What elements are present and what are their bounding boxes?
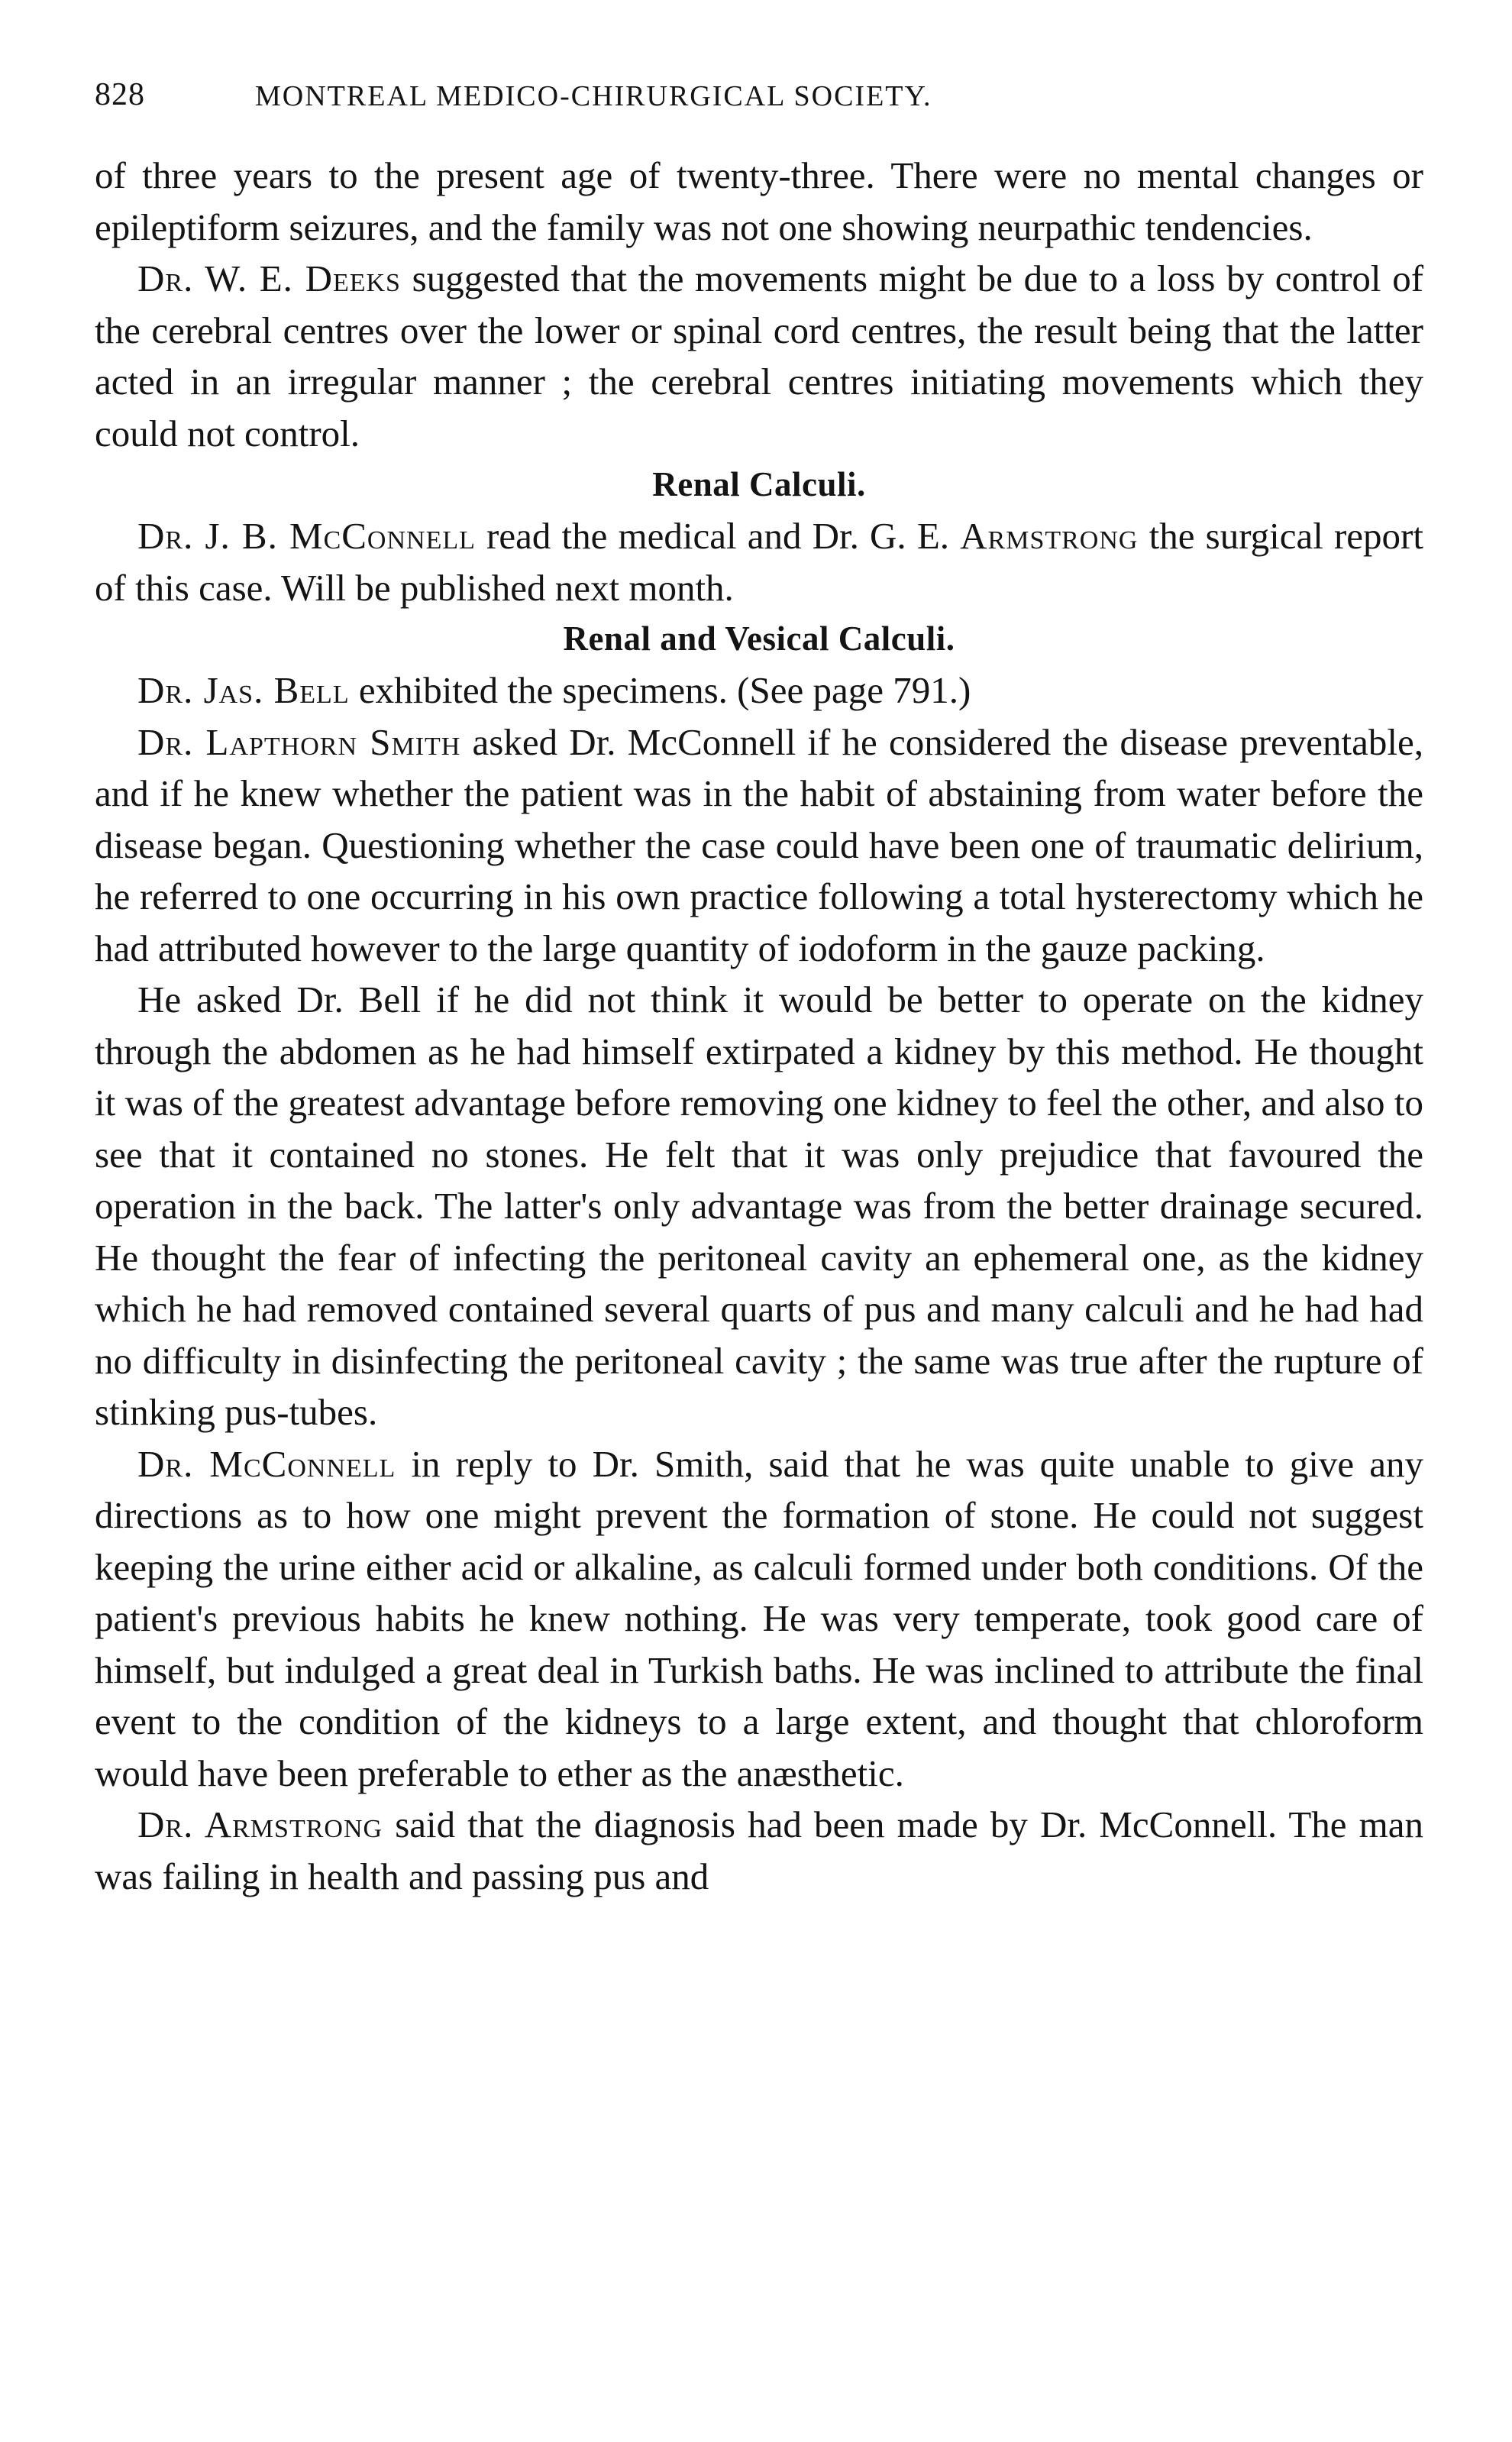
- speaker-name: Dr. Armstrong: [137, 1803, 383, 1845]
- section-heading-renal-vesical-calculi: Renal and Vesical Calculi.: [563, 619, 955, 658]
- paragraph-deeks: [95, 253, 1423, 459]
- paragraph-text: the surgical report of this case. Will be published next month.: [95, 515, 1423, 609]
- paragraph-lapthorn-smith: [95, 716, 1423, 975]
- section-heading-renal-calculi: Renal Calculi.: [652, 465, 866, 503]
- paragraph-text: said that the diagnosis had been made by Dr. McConnell. The man was failing in health and passing pus and: [95, 1803, 1423, 1897]
- paragraph-smith-continued: [95, 974, 1423, 1438]
- paragraph-text: asked Dr. McConnell if he considered the disease preventable, and if he knew whether the patient was in the habit of abstaining from water before the disease began. Questioning whether the case could have been one of traumatic delirium, he referred to one occurring in his own practice following a total hysterectomy which he had attributed however to the large quantity of iodoform in the gauze packing.: [95, 720, 1423, 969]
- paragraph-text: He asked Dr. Bell if he did not think it would be better to operate on the kidney through the abdomen as he had himself extirpated a kidney by this method. He thought it was of the greatest advantage before removing one kidney to feel the other, and also to see that it contained no stones. He felt that it was only prejudice that favoured the operation in the back. The latter's only advantage was from the better drainage secured. He thought the fear of infecting the peritoneal cavity an ephemeral one, as the kidney which he had removed contained several quarts of pus and many calculi and he had had no difficulty in disinfecting the peritoneal cavity ; the same was true after the rupture of stinking pus-tubes.: [95, 978, 1423, 1433]
- speaker-name: Dr. W. E. Deeks: [137, 257, 401, 299]
- paragraph-text: suggested that the movements might be due to a loss by control of the cerebral centres over the lower or spinal cord centres, the result being that the latter acted in an irregular manner ; the cerebral centres initiating movements which they could not control.: [95, 257, 1424, 454]
- paragraph-text: in reply to Dr. Smith, said that he was quite unable to give any directions as to how one might prevent the formation of stone. He could not suggest keeping the urine either acid or alkaline, as calculi formed under both conditions. Of the patient's previous habits he knew nothing. He was very temperate, took good care of himself, but indulged a great deal in Turkish baths. He was inclined to attribute the final event to the condition of the kidneys to a large extent, and thought that chloroform would have been preferable to ether as the anæsthetic.: [95, 1442, 1424, 1794]
- running-header: [95, 76, 1423, 122]
- paragraph-text: read the medical and Dr. G. E.: [475, 515, 961, 557]
- journal-title: MONTREAL MEDICO-CHIRURGICAL SOCIETY.: [255, 80, 932, 112]
- paragraph-text: exhibited the specimens. (See page 791.): [349, 669, 971, 711]
- speaker-name: Dr. Jas. Bell: [137, 669, 350, 711]
- document-page: [95, 76, 1423, 1902]
- paragraph-text: of three years to the present age of twenty-three. There were no mental changes or epileptiform seizures, and the family was not one showing neurpathic tendencies.: [95, 154, 1423, 248]
- paragraph-mcconnell-report: [95, 510, 1423, 613]
- paragraph-bell: [95, 665, 1423, 716]
- page-number: 828: [95, 77, 145, 112]
- paragraph-continuation: [95, 150, 1423, 253]
- speaker-name: Armstrong: [960, 515, 1139, 557]
- paragraph-armstrong: [95, 1799, 1423, 1902]
- speaker-name: Dr. Lapthorn Smith: [137, 720, 461, 763]
- paragraph-mcconnell-reply: [95, 1438, 1423, 1800]
- speaker-name: Dr. McConnell: [137, 1442, 396, 1485]
- speaker-name: Dr. J. B. McConnell: [137, 515, 476, 557]
